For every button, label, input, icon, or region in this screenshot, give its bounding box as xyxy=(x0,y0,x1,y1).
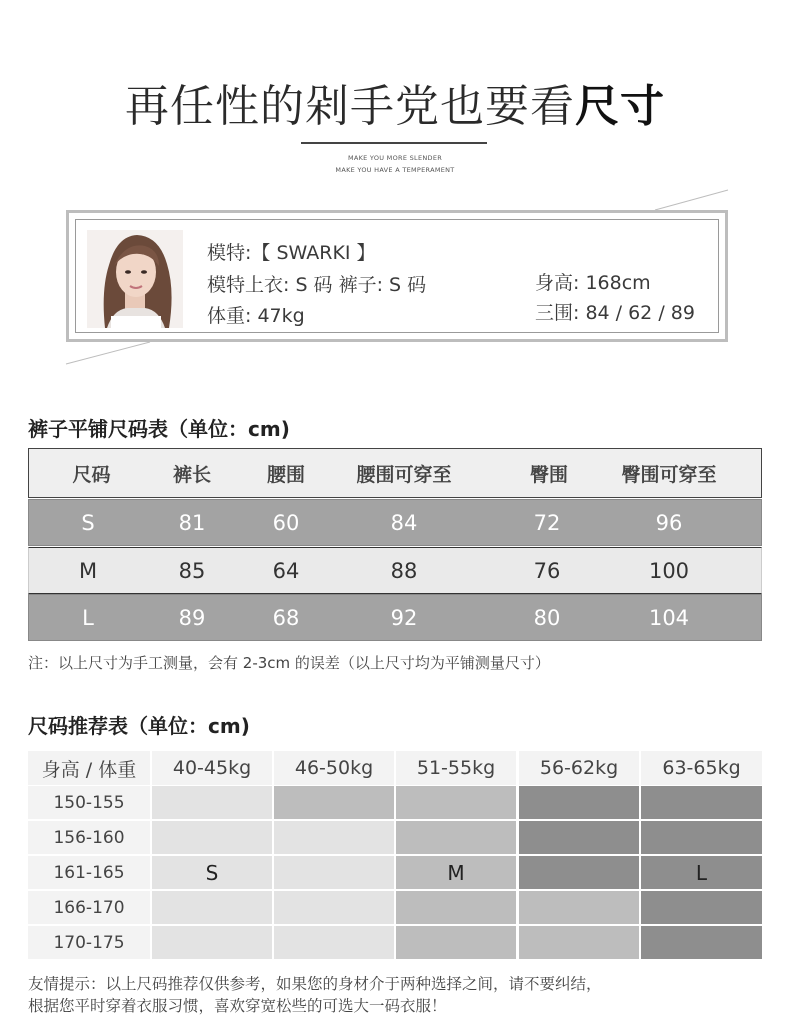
recommend-table-title: 尺码推荐表（单位：cm) xyxy=(28,714,250,738)
pants-table-title: 裤子平铺尺码表（单位：cm) xyxy=(28,417,290,441)
cell-waist: 68 xyxy=(272,605,300,630)
height-label-166-170: 166-170 xyxy=(28,891,150,924)
grid-cell xyxy=(519,926,639,959)
cell-waist-max: 88 xyxy=(390,558,418,583)
grid-cell xyxy=(641,821,762,854)
grid-cell xyxy=(274,926,394,959)
footer-tip-line-2: 根据您平时穿着衣服习惯，喜欢穿宽松些的可选大一码衣服！ xyxy=(28,997,447,1015)
grid-cell xyxy=(152,891,272,924)
grid-cell xyxy=(396,926,516,959)
grid-cell xyxy=(396,786,516,819)
cell-hip: 72 xyxy=(533,510,561,535)
corner-header: 身高 / 体重 xyxy=(28,751,150,785)
grid-cell xyxy=(641,891,762,924)
cell-waist: 64 xyxy=(272,558,300,583)
cell-size: L xyxy=(82,605,94,630)
header-waist-max: 腰围可穿至 xyxy=(356,463,452,486)
table-row xyxy=(28,594,762,641)
header-hip-max: 臀围可穿至 xyxy=(621,463,717,486)
size-mark-s: S xyxy=(152,856,272,889)
grid-cell xyxy=(519,821,639,854)
weight-header-40-45: 40-45kg xyxy=(152,751,272,785)
cell-hip: 80 xyxy=(533,605,561,630)
header-length: 裤长 xyxy=(172,463,211,486)
cell-waist: 60 xyxy=(272,510,300,535)
grid-cell xyxy=(519,856,639,889)
cell-size: S xyxy=(81,510,95,535)
weight-header-56-62: 56-62kg xyxy=(519,751,639,785)
grid-cell xyxy=(641,786,762,819)
grid-cell xyxy=(152,786,272,819)
cell-waist-max: 92 xyxy=(390,605,418,630)
cell-waist-max: 84 xyxy=(390,510,418,535)
model-measurements: 三围: 84 / 62 / 89 xyxy=(535,302,695,324)
cell-hip-max: 100 xyxy=(648,558,690,583)
grid-cell xyxy=(274,786,394,819)
grid-cell xyxy=(519,891,639,924)
weight-header-46-50: 46-50kg xyxy=(274,751,394,785)
footer-tip-line-1: 友情提示：以上尺码推荐仅供参考，如果您的身材介于两种选择之间，请不要纠结， xyxy=(28,975,602,993)
grid-cell xyxy=(396,821,516,854)
model-size: 模特上衣: S 码 裤子: S 码 xyxy=(207,274,427,296)
cell-size: M xyxy=(78,558,98,583)
weight-header-51-55: 51-55kg xyxy=(396,751,516,785)
tagline-line-2: MAKE YOU HAVE A TEMPERAMENT xyxy=(335,166,455,174)
table-row xyxy=(28,499,762,546)
grid-cell xyxy=(152,926,272,959)
height-label-150-155: 150-155 xyxy=(28,786,150,819)
height-label-170-175: 170-175 xyxy=(28,926,150,959)
model-name: 模特:【 SWARKI 】 xyxy=(207,242,376,264)
model-height: 身高: 168cm xyxy=(535,272,651,294)
grid-cell xyxy=(519,786,639,819)
model-weight: 体重: 47kg xyxy=(207,305,305,327)
cell-hip-max: 96 xyxy=(655,510,683,535)
page-title-light: 再任性的剁手党也要看 xyxy=(125,81,575,132)
model-photo xyxy=(87,230,183,328)
cell-length: 81 xyxy=(178,510,206,535)
table-row xyxy=(28,547,762,594)
height-label-161-165: 161-165 xyxy=(28,856,150,889)
title-divider xyxy=(301,142,487,144)
cell-hip: 76 xyxy=(533,558,561,583)
size-mark-m: M xyxy=(396,856,516,889)
header-hip: 臀围 xyxy=(529,463,568,486)
cell-length: 85 xyxy=(178,558,206,583)
page-title xyxy=(0,70,790,134)
header-waist: 腰围 xyxy=(266,463,305,486)
cell-hip-max: 104 xyxy=(648,605,690,630)
cell-length: 89 xyxy=(178,605,206,630)
tagline-line-1: MAKE YOU MORE SLENDER xyxy=(347,154,443,162)
pants-table-note: 注：以上尺寸为手工测量，会有 2-3cm 的误差（以上尺寸均为平铺测量尺寸） xyxy=(28,654,550,672)
grid-cell xyxy=(274,891,394,924)
grid-cell xyxy=(396,891,516,924)
header-size: 尺码 xyxy=(72,463,111,486)
height-label-156-160: 156-160 xyxy=(28,821,150,854)
grid-cell xyxy=(641,926,762,959)
grid-cell xyxy=(152,821,272,854)
grid-cell xyxy=(274,821,394,854)
pants-table-header xyxy=(28,448,762,498)
size-mark-l: L xyxy=(641,856,762,889)
weight-header-63-65: 63-65kg xyxy=(641,751,762,785)
page-title-bold: 尺寸 xyxy=(575,81,665,132)
grid-cell xyxy=(274,856,394,889)
